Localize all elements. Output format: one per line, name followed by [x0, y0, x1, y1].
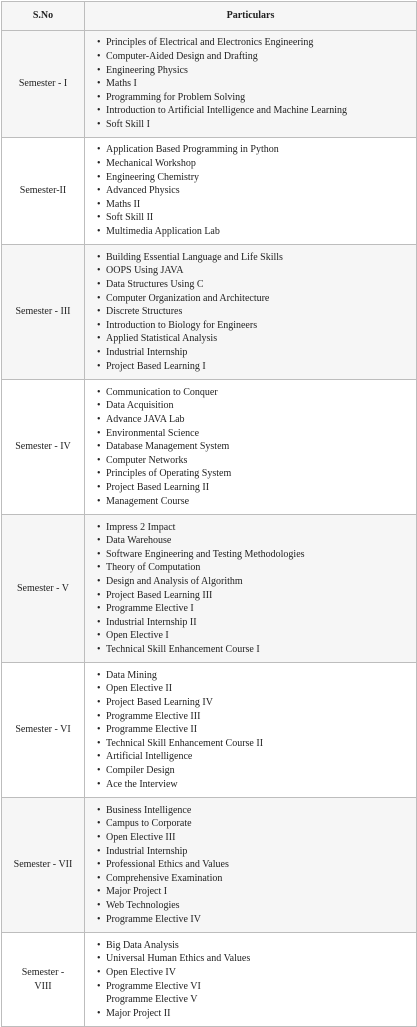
particulars-cell — [85, 245, 417, 380]
list-item: • Discrete Structures — [97, 305, 416, 319]
table-row — [2, 245, 417, 380]
course-list — [97, 521, 416, 657]
list-item: • Open Elective III — [97, 831, 416, 845]
list-item: • Application Based Programming in Python — [97, 143, 416, 157]
header-particulars: Particulars — [85, 2, 417, 31]
semester-label: Semester - VII — [2, 798, 85, 933]
table-body — [2, 31, 417, 1027]
list-item: • Project Based Learning III — [97, 589, 416, 603]
list-item: • Programme Elective III — [97, 710, 416, 724]
semester-label: Semester - VIII — [2, 933, 85, 1027]
list-item: • Engineering Chemistry — [97, 171, 416, 185]
list-item: • Advance JAVA Lab — [97, 413, 416, 427]
table-row — [2, 663, 417, 798]
list-item: • Theory of Computation — [97, 561, 416, 575]
particulars-cell — [85, 31, 417, 138]
table-row — [2, 798, 417, 933]
list-item: • Database Management System — [97, 440, 416, 454]
list-item: • Maths II — [97, 198, 416, 212]
semester-label: Semester-II — [2, 138, 85, 245]
list-item: • Advanced Physics — [97, 184, 416, 198]
list-item: • Management Course — [97, 495, 416, 509]
list-item: • Open Elective IV — [97, 966, 416, 980]
list-item: • Technical Skill Enhancement Course I — [97, 643, 416, 657]
list-item: • Major Project I — [97, 885, 416, 899]
semester-label: Semester - IV — [2, 380, 85, 515]
curriculum-table-frame — [1, 1, 416, 1023]
curriculum-table — [1, 1, 417, 1027]
table-row — [2, 138, 417, 245]
course-list — [97, 804, 416, 926]
list-item: • Business Intelligence — [97, 804, 416, 818]
list-item: • Artificial Intelligence — [97, 750, 416, 764]
course-list — [97, 939, 416, 1021]
list-item: • Communication to Conquer — [97, 386, 416, 400]
particulars-cell — [85, 515, 417, 663]
list-item: • Industrial Internship — [97, 346, 416, 360]
list-item: • Open Elective II — [97, 682, 416, 696]
list-item: • Soft Skill II — [97, 211, 416, 225]
list-item: • Mechanical Workshop — [97, 157, 416, 171]
list-item: • Engineering Physics — [97, 64, 416, 78]
list-item: • Software Engineering and Testing Methodologies — [97, 548, 416, 562]
list-item: • Introduction to Artificial Intelligence and Machine Learning — [97, 104, 416, 118]
list-item: • Ace the Interview — [97, 778, 416, 792]
list-item: • Principles of Electrical and Electronics Engineering — [97, 36, 416, 50]
particulars-cell — [85, 138, 417, 245]
list-item: • Data Structures Using C — [97, 278, 416, 292]
list-item: • OOPS Using JAVA — [97, 264, 416, 278]
list-item: • Compiler Design — [97, 764, 416, 778]
list-item: • Soft Skill I — [97, 118, 416, 132]
list-item: • Computer Organization and Architecture — [97, 292, 416, 306]
list-item: • Major Project II — [97, 1007, 416, 1021]
table-header-row — [2, 2, 417, 31]
semester-label: Semester - V — [2, 515, 85, 663]
list-item: • Programme Elective VI — [97, 980, 416, 994]
list-item: • Project Based Learning II — [97, 481, 416, 495]
list-item: Programme Elective V — [106, 994, 198, 1006]
list-item: • Computer Networks — [97, 454, 416, 468]
list-item: • Principles of Operating System — [97, 467, 416, 481]
table-row — [2, 31, 417, 138]
particulars-cell — [85, 798, 417, 933]
list-item: • Impress 2 Impact — [97, 521, 416, 535]
table-row — [2, 933, 417, 1027]
list-item: • Design and Analysis of Algorithm — [97, 575, 416, 589]
list-item: • Environmental Science — [97, 427, 416, 441]
table-row — [2, 380, 417, 515]
list-item: • Programme Elective I — [97, 602, 416, 616]
list-item: • Data Mining — [97, 669, 416, 683]
course-list — [97, 251, 416, 373]
particulars-cell — [85, 933, 417, 1027]
list-item: • Professional Ethics and Values — [97, 858, 416, 872]
list-item: • Technical Skill Enhancement Course II — [97, 737, 416, 751]
list-item: • Data Warehouse — [97, 534, 416, 548]
header-sno: S.No — [2, 2, 85, 31]
particulars-cell — [85, 380, 417, 515]
table-row — [2, 515, 417, 663]
list-item: • Campus to Corporate — [97, 817, 416, 831]
list-item: • Maths I — [97, 77, 416, 91]
semester-label: Semester - VI — [2, 663, 85, 798]
course-list — [97, 669, 416, 791]
semester-label: Semester - I — [2, 31, 85, 138]
list-item: • Open Elective I — [97, 629, 416, 643]
course-list — [97, 143, 416, 238]
list-item: • Project Based Learning I — [97, 360, 416, 374]
list-item: • Multimedia Application Lab — [97, 225, 416, 239]
list-item: • Comprehensive Examination — [97, 872, 416, 886]
list-item: • Computer-Aided Design and Drafting — [97, 50, 416, 64]
list-item: • Web Technologies — [97, 899, 416, 913]
semester-label: Semester - III — [2, 245, 85, 380]
list-item: • Programme Elective IV — [97, 913, 416, 927]
list-item: • Universal Human Ethics and Values — [97, 952, 416, 966]
course-list — [97, 386, 416, 508]
list-item: • Applied Statistical Analysis — [97, 332, 416, 346]
list-item: • Project Based Learning IV — [97, 696, 416, 710]
particulars-cell — [85, 663, 417, 798]
list-item: • Industrial Internship — [97, 845, 416, 859]
list-item: • Big Data Analysis — [97, 939, 416, 953]
course-list — [97, 36, 416, 131]
list-item: • Introduction to Biology for Engineers — [97, 319, 416, 333]
list-item: • Programme Elective II — [97, 723, 416, 737]
list-item: • Programming for Problem Solving — [97, 91, 416, 105]
list-item: • Industrial Internship II — [97, 616, 416, 630]
list-item: • Data Acquisition — [97, 399, 416, 413]
list-item: • Building Essential Language and Life Skills — [97, 251, 416, 265]
